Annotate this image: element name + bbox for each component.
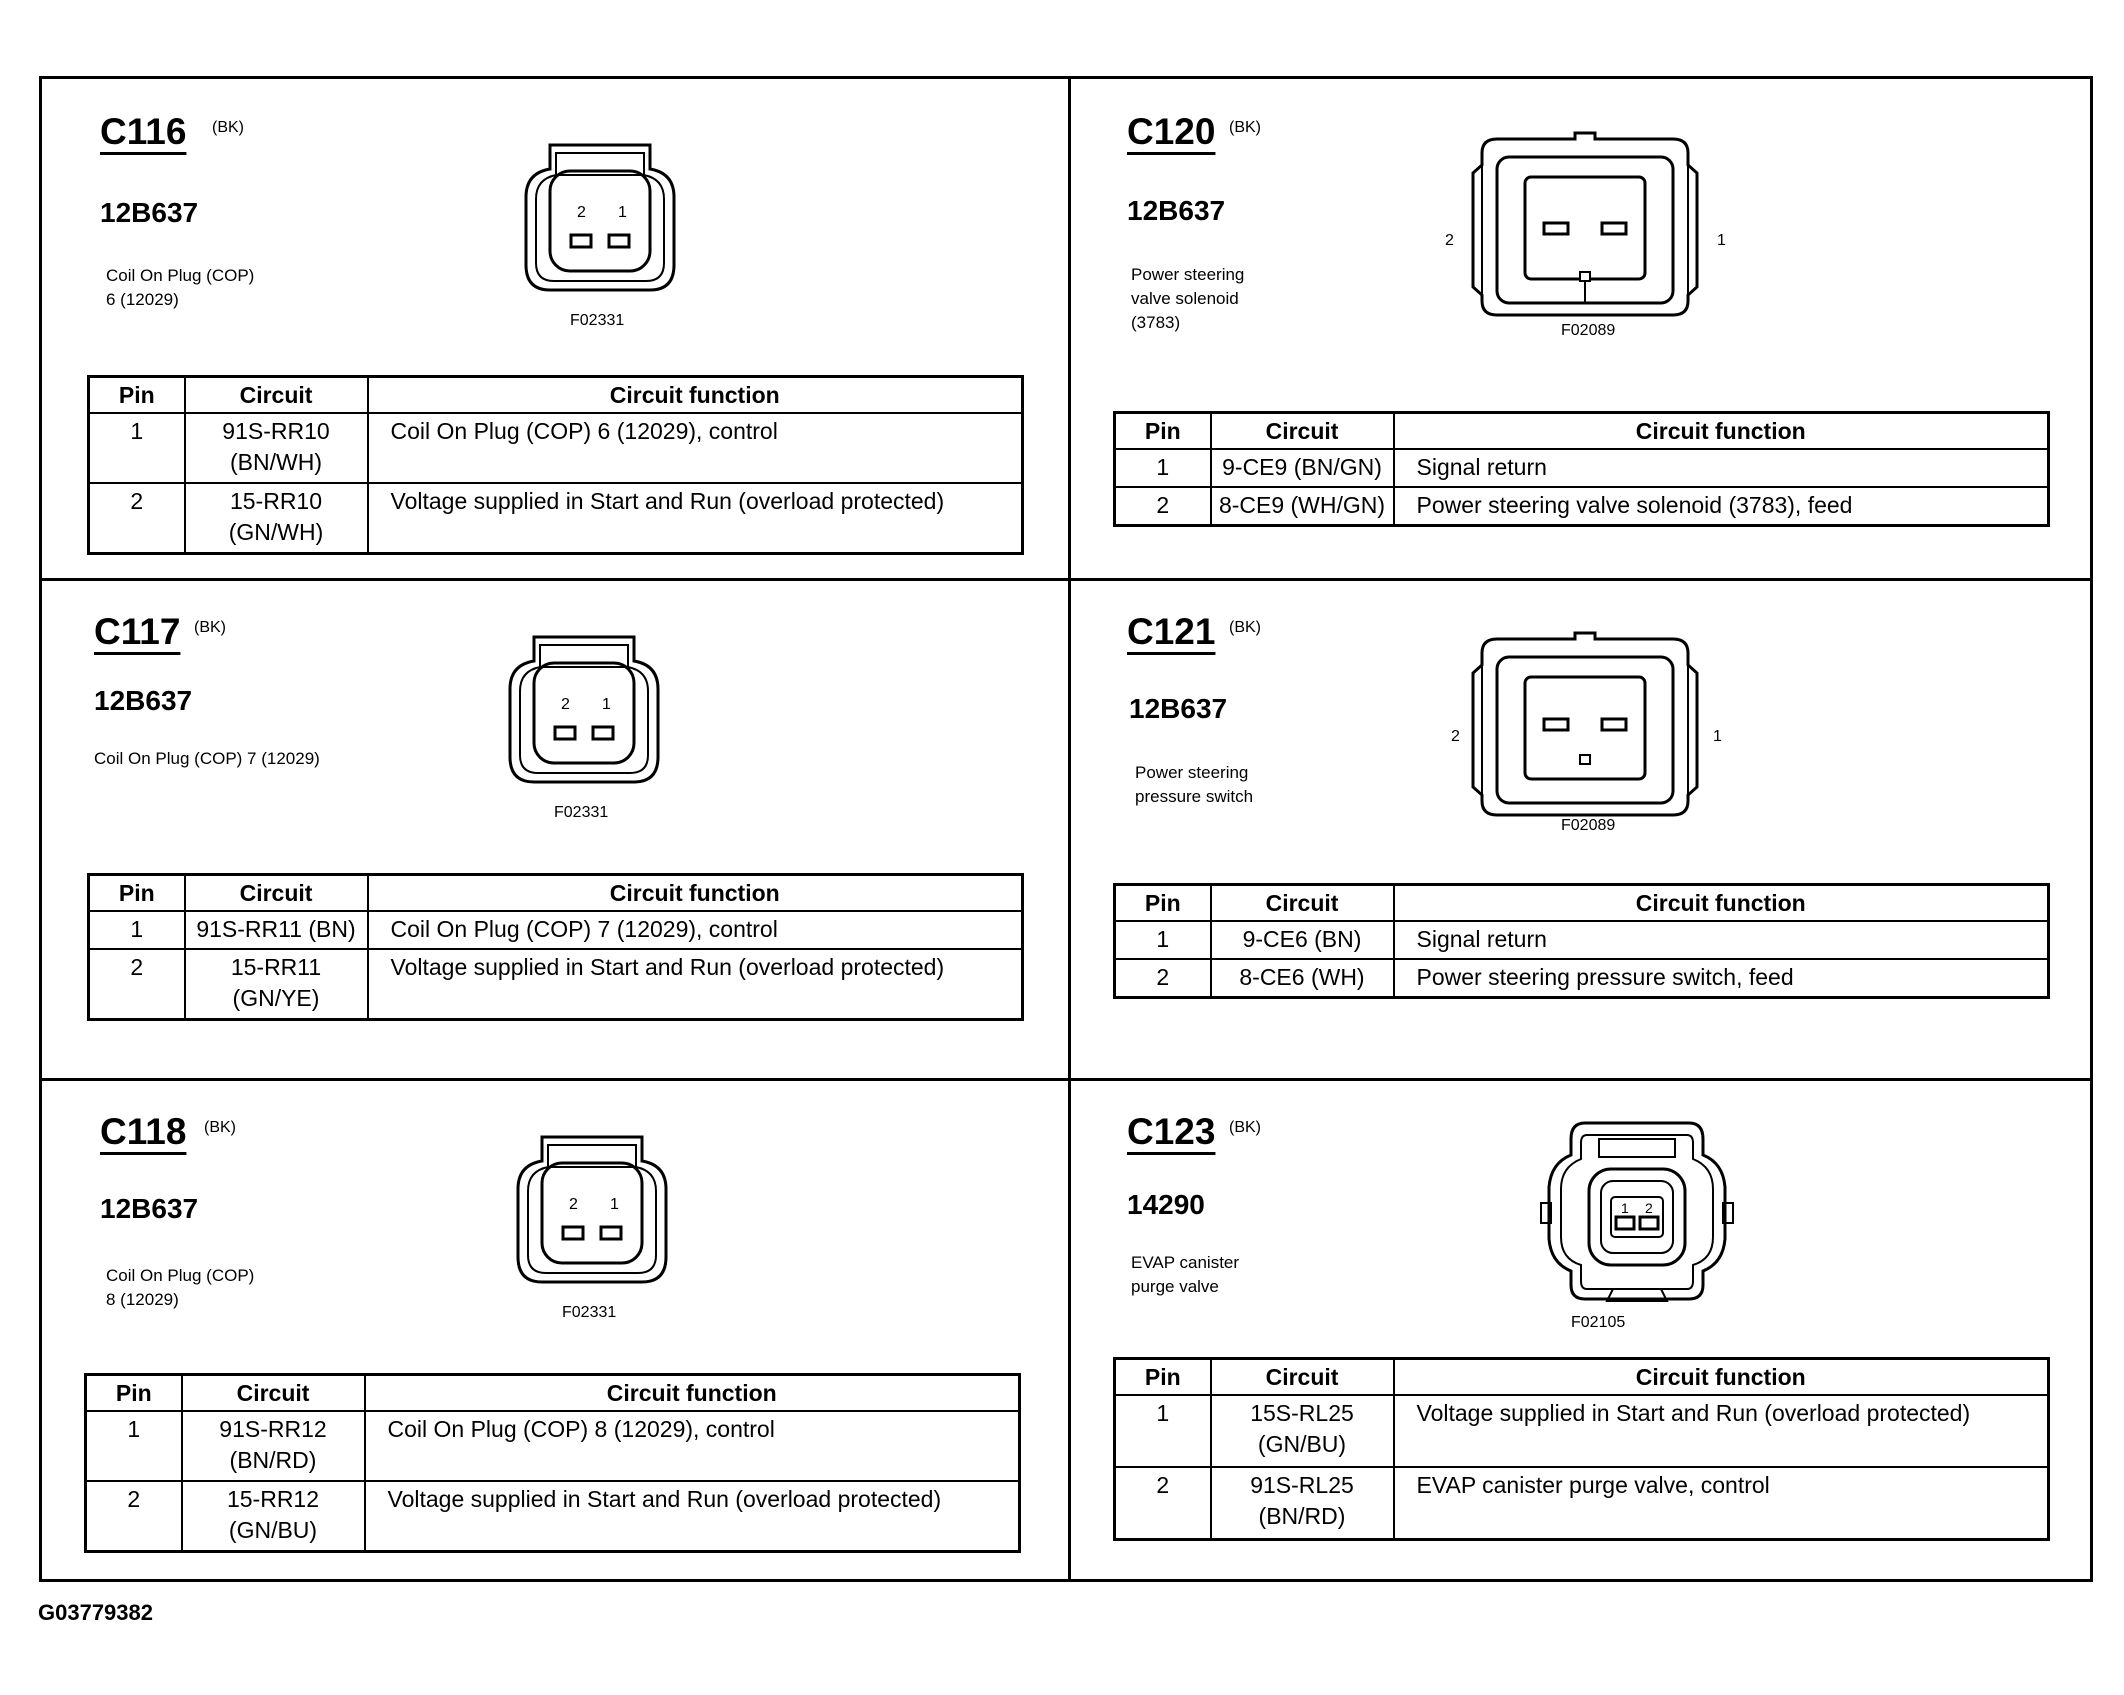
cop-connector-icon bbox=[510, 135, 690, 299]
function-cell: Coil On Plug (COP) 6 (12029), control bbox=[368, 413, 1023, 483]
figure-code: F02331 bbox=[562, 1304, 617, 1321]
connector-color: (BK) bbox=[204, 1119, 236, 1136]
component-description: Coil On Plug (COP) 7 (12029) bbox=[94, 749, 320, 768]
circuit-cell: 8-CE6 (WH) bbox=[1211, 959, 1394, 997]
pin-header: Pin bbox=[1115, 413, 1211, 450]
pin-label: 1 bbox=[618, 204, 627, 221]
function-cell: Voltage supplied in Start and Run (overload protected) bbox=[1394, 1395, 2049, 1467]
component-description: Power steering pressure switch bbox=[1135, 763, 1254, 806]
table-row bbox=[89, 949, 1023, 1019]
connector-color: (BK) bbox=[194, 619, 226, 636]
figure-reference-code: G03779382 bbox=[38, 1600, 153, 1625]
table-row bbox=[86, 1411, 1020, 1481]
circuit-header: Circuit bbox=[1211, 413, 1394, 450]
connector-id: C120 bbox=[1127, 111, 1216, 152]
connector-panel-c116 bbox=[42, 79, 1068, 579]
function-cell: Voltage supplied in Start and Run (overload protected) bbox=[365, 1481, 1020, 1551]
circuit-cell: 15S-RL25 (GN/BU) bbox=[1211, 1395, 1394, 1467]
cop-connector-icon bbox=[494, 627, 674, 791]
circuit-header: Circuit bbox=[185, 875, 368, 912]
figure-code: F02089 bbox=[1561, 322, 1616, 339]
component-description: Power steering valve solenoid (3783) bbox=[1131, 265, 1245, 332]
table-row bbox=[86, 1481, 1020, 1551]
square-connector-icon bbox=[1437, 625, 1737, 825]
figure-code: F02331 bbox=[570, 312, 625, 329]
table-row bbox=[1115, 449, 2049, 487]
component-description: EVAP canister purge valve bbox=[1131, 1253, 1240, 1296]
circuit-cell: 9-CE9 (BN/GN) bbox=[1211, 449, 1394, 487]
figure-code: F02105 bbox=[1571, 1314, 1626, 1331]
part-number: 12B637 bbox=[1129, 693, 1228, 724]
connector-color: (BK) bbox=[1229, 619, 1261, 636]
function-header: Circuit function bbox=[1394, 885, 2049, 922]
circuit-table bbox=[1113, 1357, 2050, 1541]
pin-label: 1 bbox=[1713, 728, 1722, 745]
circuit-cell: 91S-RL25 (BN/RD) bbox=[1211, 1467, 1394, 1539]
connector-color: (BK) bbox=[1229, 119, 1261, 136]
circuit-table bbox=[87, 873, 1024, 1021]
part-number: 12B637 bbox=[100, 197, 199, 228]
pin-header: Pin bbox=[89, 377, 185, 414]
table-row bbox=[89, 911, 1023, 949]
pin-header: Pin bbox=[86, 1375, 182, 1412]
circuit-cell: 8-CE9 (WH/GN) bbox=[1211, 487, 1394, 525]
part-number: 14290 bbox=[1127, 1189, 1205, 1220]
table-row bbox=[1115, 487, 2049, 525]
circuit-cell: 15-RR12 (GN/BU) bbox=[182, 1481, 365, 1551]
connector-id: C117 bbox=[94, 611, 181, 652]
connector-color: (BK) bbox=[212, 119, 244, 136]
function-header: Circuit function bbox=[365, 1375, 1020, 1412]
pin-header: Pin bbox=[1115, 1359, 1211, 1396]
pin-label: 2 bbox=[561, 696, 570, 713]
circuit-table bbox=[87, 375, 1024, 555]
function-cell: Coil On Plug (COP) 8 (12029), control bbox=[365, 1411, 1020, 1481]
table-row bbox=[89, 413, 1023, 483]
component-description: Coil On Plug (COP) 6 (12029) bbox=[106, 266, 255, 309]
cop-connector-icon bbox=[502, 1127, 682, 1291]
circuit-cell: 15-RR10 (GN/WH) bbox=[185, 483, 368, 553]
pin-label: 2 bbox=[569, 1196, 578, 1213]
pin-cell: 1 bbox=[86, 1411, 182, 1481]
pin-cell: 2 bbox=[1115, 959, 1211, 997]
pin-header: Pin bbox=[1115, 885, 1211, 922]
evap-connector-icon bbox=[1527, 1113, 1747, 1309]
connector-panel-c117 bbox=[42, 579, 1068, 1079]
pin-label: 2 bbox=[577, 204, 586, 221]
circuit-header: Circuit bbox=[185, 377, 368, 414]
component-description: Coil On Plug (COP) 8 (12029) bbox=[106, 1266, 255, 1309]
figure-code: F02331 bbox=[554, 804, 609, 821]
circuit-header: Circuit bbox=[182, 1375, 365, 1412]
pin-cell: 2 bbox=[1115, 1467, 1211, 1539]
pin-label: 2 bbox=[1645, 1200, 1653, 1216]
pin-label: 2 bbox=[1445, 232, 1454, 249]
pin-cell: 1 bbox=[1115, 1395, 1211, 1467]
circuit-cell: 9-CE6 (BN) bbox=[1211, 921, 1394, 959]
part-number: 12B637 bbox=[1127, 195, 1226, 226]
pin-label: 2 bbox=[1451, 728, 1460, 745]
circuit-cell: 91S-RR10 (BN/WH) bbox=[185, 413, 368, 483]
function-header: Circuit function bbox=[1394, 413, 2049, 450]
function-cell: Voltage supplied in Start and Run (overload protected) bbox=[368, 949, 1023, 1019]
function-header: Circuit function bbox=[368, 377, 1023, 414]
pin-cell: 1 bbox=[89, 413, 185, 483]
function-cell: EVAP canister purge valve, control bbox=[1394, 1467, 2049, 1539]
part-number: 12B637 bbox=[100, 1193, 199, 1224]
function-cell: Coil On Plug (COP) 7 (12029), control bbox=[368, 911, 1023, 949]
circuit-cell: 91S-RR11 (BN) bbox=[185, 911, 368, 949]
connector-panel-c118 bbox=[42, 1079, 1068, 1579]
pin-cell: 2 bbox=[1115, 487, 1211, 525]
table-row bbox=[1115, 1467, 2049, 1539]
square-connector-icon bbox=[1437, 125, 1737, 325]
circuit-cell: 15-RR11 (GN/YE) bbox=[185, 949, 368, 1019]
pin-label: 1 bbox=[602, 696, 611, 713]
circuit-cell: 91S-RR12 (BN/RD) bbox=[182, 1411, 365, 1481]
connector-panel-c123 bbox=[1071, 1079, 2097, 1579]
pin-header: Pin bbox=[89, 875, 185, 912]
pin-cell: 2 bbox=[86, 1481, 182, 1551]
part-number: 12B637 bbox=[94, 685, 193, 716]
function-cell: Power steering valve solenoid (3783), feed bbox=[1394, 487, 2049, 525]
table-row bbox=[1115, 921, 2049, 959]
pin-label: 1 bbox=[1717, 232, 1726, 249]
circuit-table bbox=[84, 1373, 1021, 1553]
connector-id: C121 bbox=[1127, 611, 1216, 652]
table-row bbox=[1115, 959, 2049, 997]
pin-cell: 1 bbox=[89, 911, 185, 949]
connector-id: C123 bbox=[1127, 1111, 1216, 1152]
function-cell: Signal return bbox=[1394, 449, 2049, 487]
pin-label: 1 bbox=[610, 1196, 619, 1213]
connector-panel-c121 bbox=[1071, 579, 2097, 1079]
pin-cell: 1 bbox=[1115, 921, 1211, 959]
pin-cell: 1 bbox=[1115, 449, 1211, 487]
pin-label: 1 bbox=[1621, 1200, 1629, 1216]
connector-id: C118 bbox=[100, 1111, 187, 1152]
connector-sheet bbox=[39, 76, 2093, 1582]
circuit-table bbox=[1113, 411, 2050, 527]
function-header: Circuit function bbox=[368, 875, 1023, 912]
connector-color: (BK) bbox=[1229, 1119, 1261, 1136]
circuit-table bbox=[1113, 883, 2050, 999]
pin-cell: 2 bbox=[89, 483, 185, 553]
function-cell: Voltage supplied in Start and Run (overload protected) bbox=[368, 483, 1023, 553]
connector-panel-c120 bbox=[1071, 79, 2097, 579]
figure-code: F02089 bbox=[1561, 817, 1616, 834]
pin-cell: 2 bbox=[89, 949, 185, 1019]
circuit-header: Circuit bbox=[1211, 885, 1394, 922]
circuit-header: Circuit bbox=[1211, 1359, 1394, 1396]
function-cell: Power steering pressure switch, feed bbox=[1394, 959, 2049, 997]
function-cell: Signal return bbox=[1394, 921, 2049, 959]
table-row bbox=[89, 483, 1023, 553]
function-header: Circuit function bbox=[1394, 1359, 2049, 1396]
connector-id: C116 bbox=[100, 111, 187, 152]
table-row bbox=[1115, 1395, 2049, 1467]
